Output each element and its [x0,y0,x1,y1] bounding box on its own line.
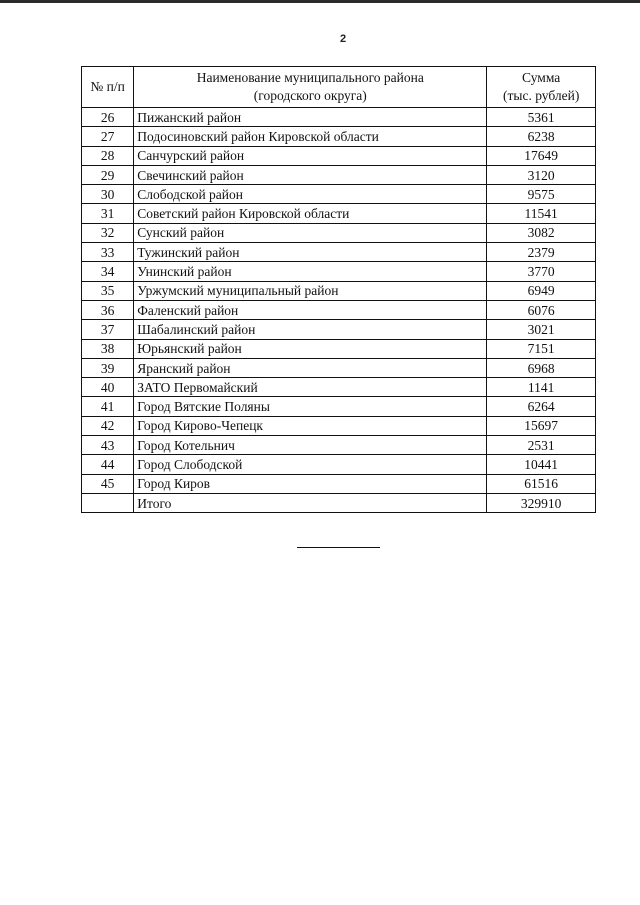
row-sum-cell: 2531 [487,436,596,455]
closing-line [297,547,380,548]
budget-table [81,66,596,513]
table-row [82,416,596,435]
row-name-cell: Унинский район [134,262,487,281]
row-name-cell: Пижанский район [134,108,487,127]
row-sum-cell: 10441 [487,455,596,474]
row-sum-cell: 17649 [487,146,596,165]
table-row [82,436,596,455]
row-name-cell: Город Киров [134,474,487,493]
row-sum-cell: 6076 [487,300,596,319]
row-sum-cell: 5361 [487,108,596,127]
row-number-cell: 35 [82,281,134,300]
row-name-cell: Санчурский район [134,146,487,165]
table-row [82,243,596,262]
row-name-cell: Сунский район [134,223,487,242]
row-name-cell: Советский район Кировской области [134,204,487,223]
table-row [82,146,596,165]
row-name-cell: Город Вятские Поляны [134,397,487,416]
table-row [82,455,596,474]
header-name [134,67,487,108]
table-row [82,185,596,204]
row-sum-cell: 11541 [487,204,596,223]
row-number-cell: 31 [82,204,134,223]
row-number-cell: 43 [82,436,134,455]
table-row [82,300,596,319]
row-sum-cell: 2379 [487,243,596,262]
header-number-label: № п/п [90,79,125,94]
row-sum-cell: 3082 [487,223,596,242]
row-name-cell: ЗАТО Первомайский [134,378,487,397]
row-number-cell: 28 [82,146,134,165]
row-number-cell: 34 [82,262,134,281]
header-sum-line1: Сумма [522,70,561,85]
row-name-cell: Уржумский муниципальный район [134,281,487,300]
row-number-cell: 36 [82,300,134,319]
row-name-cell: Город Котельнич [134,436,487,455]
row-sum-cell: 3021 [487,320,596,339]
table-row [82,165,596,184]
table-row [82,397,596,416]
total-row [82,493,596,512]
table-row [82,474,596,493]
row-name-cell: Юрьянский район [134,339,487,358]
table-row [82,204,596,223]
header-name-line1: Наименование муниципального района [196,70,424,85]
row-name-cell: Тужинский район [134,243,487,262]
row-sum-cell: 6238 [487,127,596,146]
row-number-cell: 39 [82,358,134,377]
total-sum-cell: 329910 [487,493,596,512]
top-border-line [0,0,640,3]
total-number-cell [82,493,134,512]
table-row [82,223,596,242]
row-number-cell: 45 [82,474,134,493]
row-sum-cell: 61516 [487,474,596,493]
row-number-cell: 33 [82,243,134,262]
row-name-cell: Слободской район [134,185,487,204]
row-sum-cell: 6264 [487,397,596,416]
row-number-cell: 32 [82,223,134,242]
table-row [82,262,596,281]
row-name-cell: Подосиновский район Кировской области [134,127,487,146]
row-number-cell: 42 [82,416,134,435]
row-number-cell: 27 [82,127,134,146]
table-row [82,108,596,127]
row-number-cell: 40 [82,378,134,397]
header-name-line2: (городского округа) [253,88,367,103]
header-row [82,67,596,108]
row-number-cell: 26 [82,108,134,127]
row-sum-cell: 6949 [487,281,596,300]
row-number-cell: 29 [82,165,134,184]
page-number: 2 [339,33,347,45]
header-number [82,67,134,108]
row-sum-cell: 3120 [487,165,596,184]
row-number-cell: 41 [82,397,134,416]
row-name-cell: Город Кирово-Чепецк [134,416,487,435]
row-name-cell: Шабалинский район [134,320,487,339]
row-sum-cell: 1141 [487,378,596,397]
row-sum-cell: 3770 [487,262,596,281]
table-row [82,281,596,300]
row-name-cell: Яранский район [134,358,487,377]
row-name-cell: Свечинский район [134,165,487,184]
row-number-cell: 38 [82,339,134,358]
table-row [82,339,596,358]
table-row [82,378,596,397]
row-number-cell: 44 [82,455,134,474]
row-name-cell: Фаленский район [134,300,487,319]
table-row [82,127,596,146]
header-sum [487,67,596,108]
row-name-cell: Город Слободской [134,455,487,474]
table-header [82,67,596,108]
table-row [82,358,596,377]
header-sum-line2: (тыс. рублей) [503,88,580,103]
row-number-cell: 30 [82,185,134,204]
table-body [82,108,596,494]
table-footer [82,493,596,512]
row-sum-cell: 15697 [487,416,596,435]
table-row [82,320,596,339]
row-sum-cell: 7151 [487,339,596,358]
row-sum-cell: 9575 [487,185,596,204]
total-label-cell: Итого [134,493,487,512]
row-number-cell: 37 [82,320,134,339]
row-sum-cell: 6968 [487,358,596,377]
